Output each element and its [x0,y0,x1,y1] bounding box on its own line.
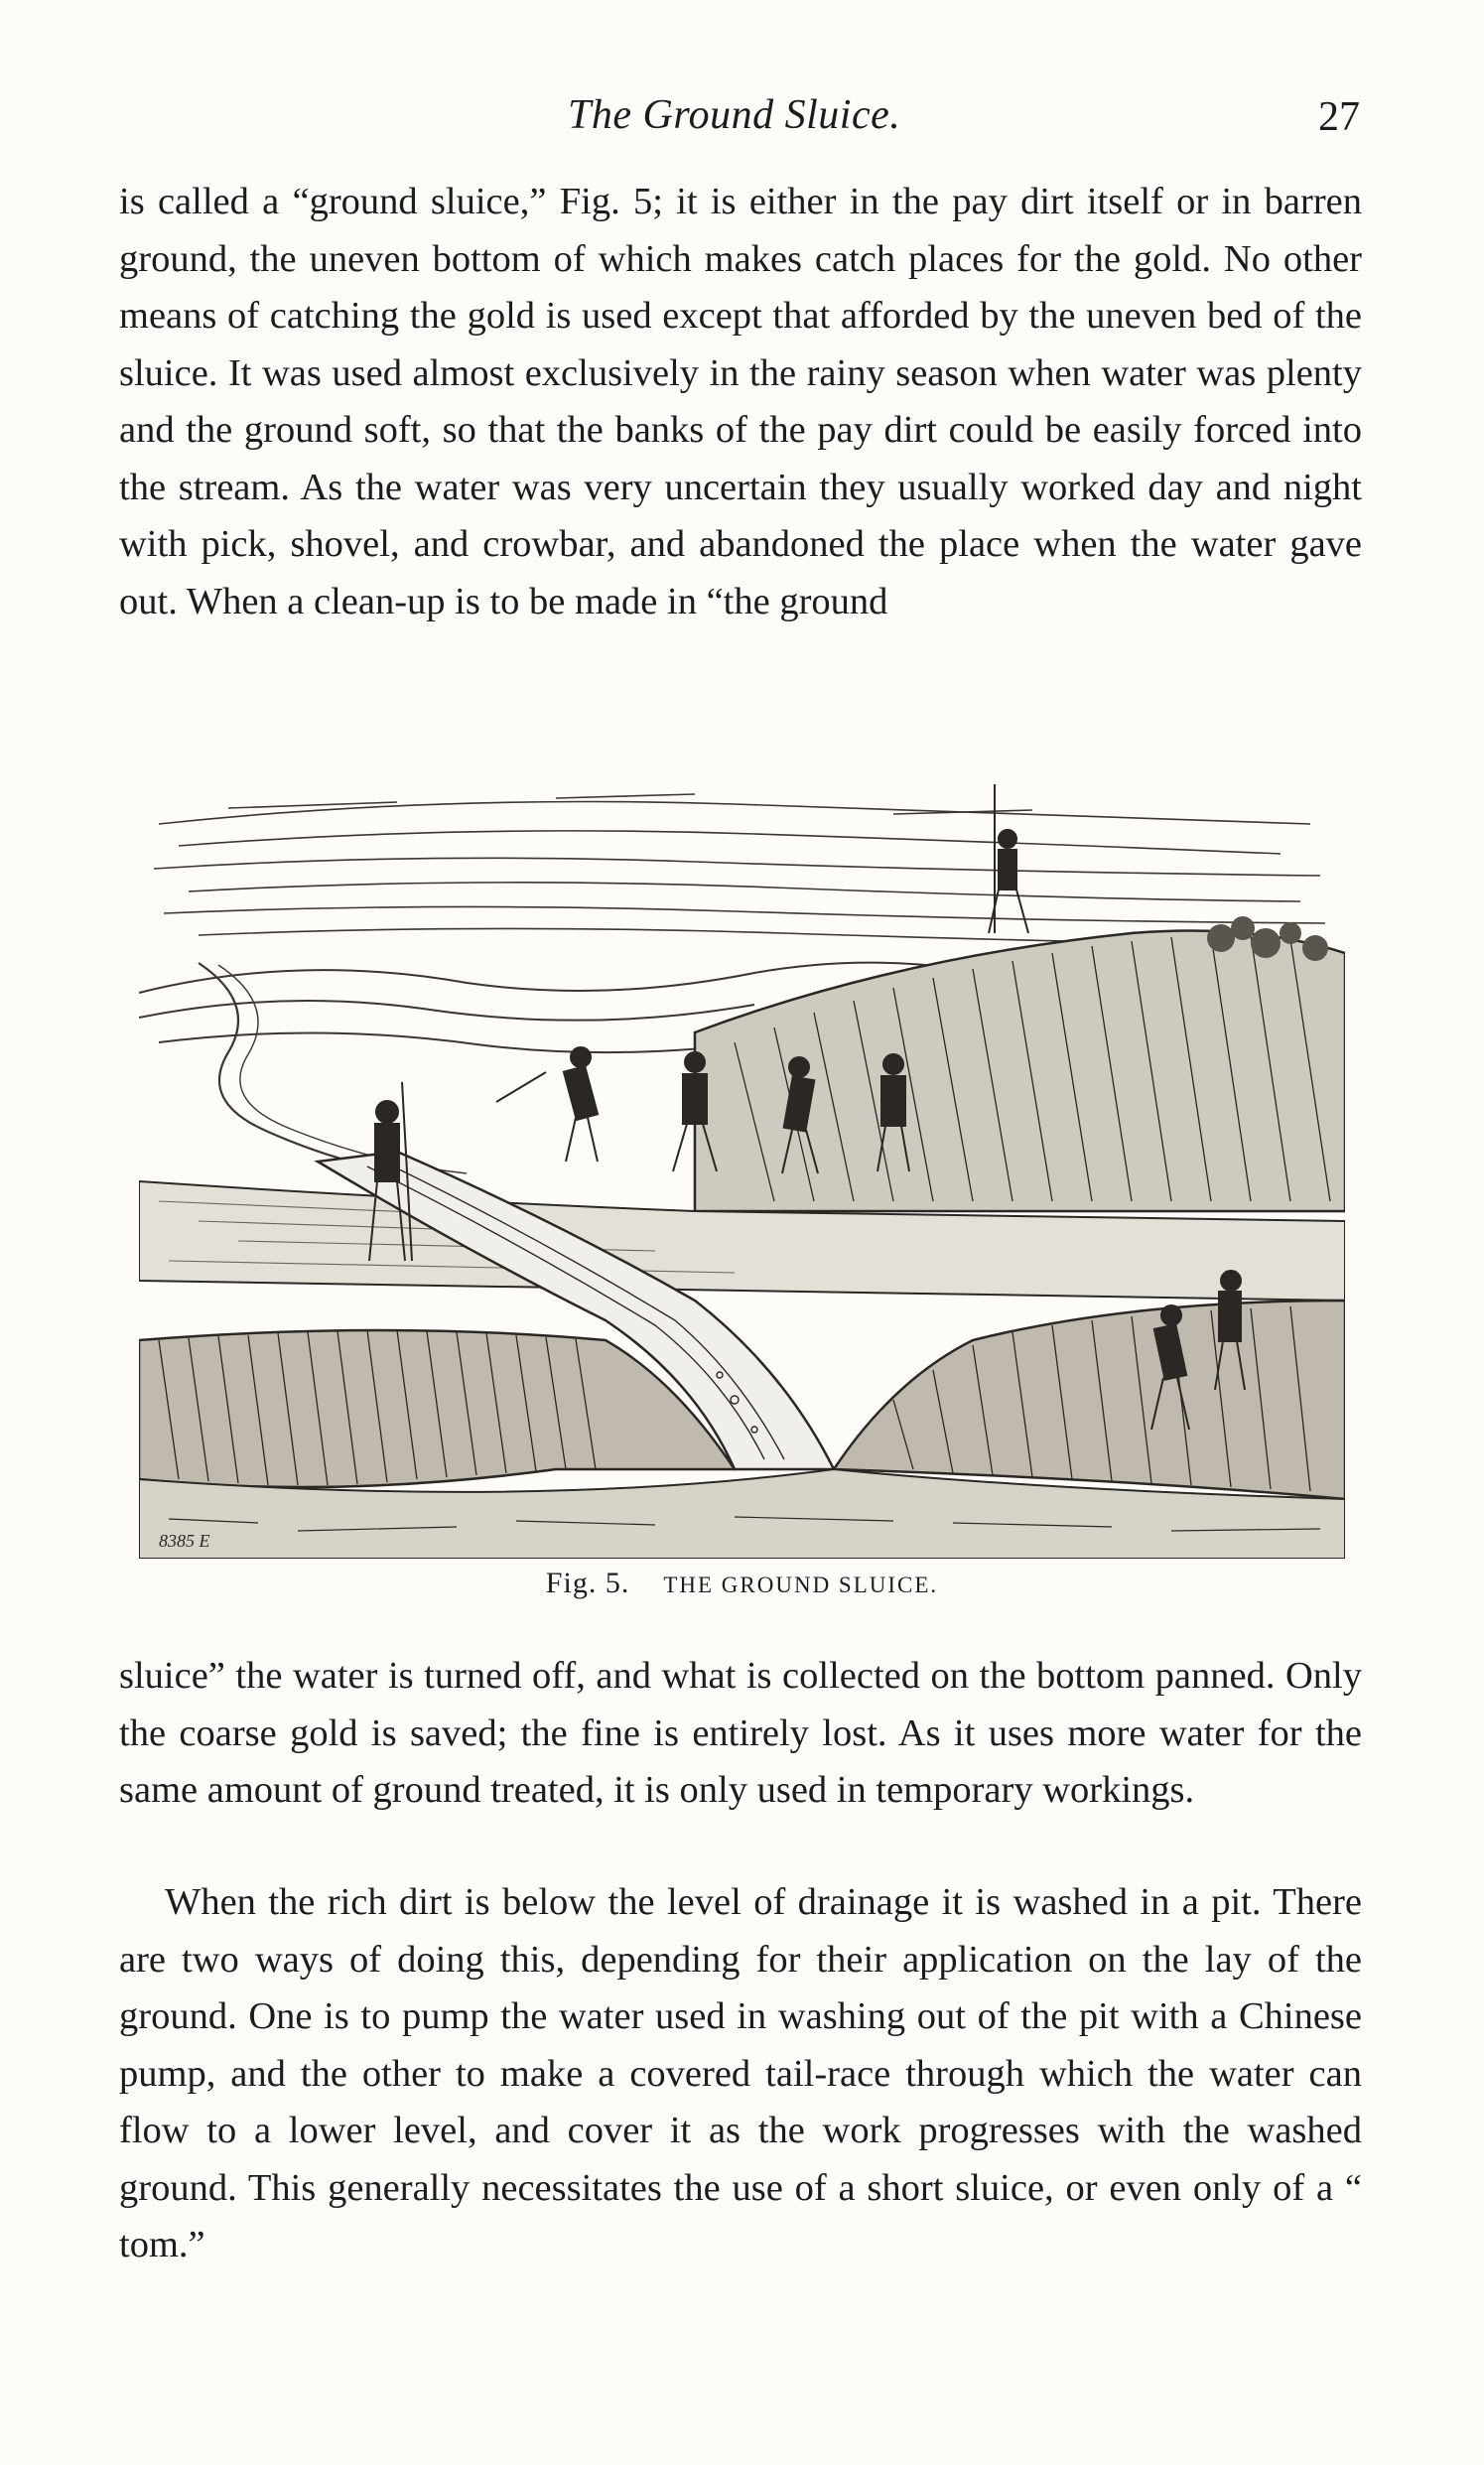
running-head [0,91,1484,151]
distant-stream [199,963,457,1181]
engraver-mark: 8385 E [159,1531,210,1551]
caption-text: THE GROUND SLUICE. [663,1573,939,1597]
body-paragraph-2: sluice” the water is turned off, and what is collected on the bottom panned. Only the coarse gold is saved; the fine is entirely lost. As it uses more water for the same amount of ground treated, it is only used in temporary workings. [119,1655,1362,1811]
body-paragraph-1: is called a “ground sluice,” Fig. 5; it is either in the pay dirt itself or in barren ground, the uneven bottom of which makes catch places for the gold. No other means of catching the gold is used except that afforded by the uneven bed of the sluice. It was used almost exclusively in the rainy season when water was plenty and the ground soft, so that the banks of the pay dirt could be easily forced into the stream. As the water was very uncertain they usually worked day and night with pick, shovel, and crowbar, and abandoned the place when the water gave out. When a clean-up is to be made in “the ground [119,181,1362,622]
body-paragraph-3: When the rich dirt is below the level of drainage it is washed in a pit. There are two ways of doing this, depending for their application on the lay of the ground. One is to pump the water used in washing out of the pit with a Chinese pump, and the other to make a covered tail-race through which the water can flow to a lower level, and cover it as the work progresses with the washed ground. This generally necessitates the use of a short sluice, or even only of a “ tom.” [119,1881,1362,2265]
page-number: 27 [1318,94,1360,140]
sky-hatching [154,794,1325,945]
caption-label: Fig. 5. [545,1567,630,1599]
figure-illustration [139,784,1345,1559]
figure-caption [0,1567,1484,1600]
running-title: The Ground Sluice. [568,92,901,138]
